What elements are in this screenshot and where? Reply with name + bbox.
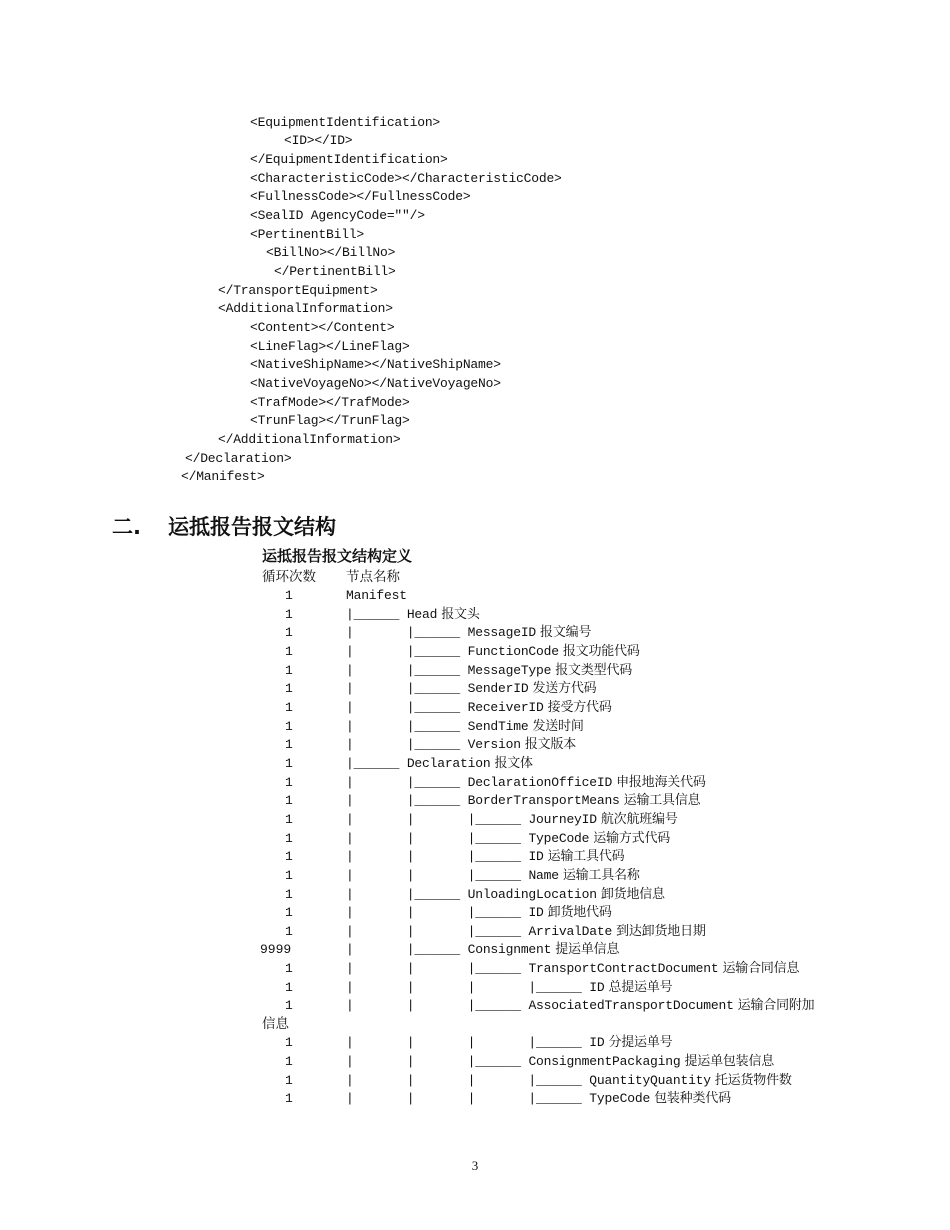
tree-row <box>346 755 533 773</box>
tree-branch: | | |______ <box>346 924 529 939</box>
node-description: 托运货物件数 <box>714 1073 792 1088</box>
tree-row-count: 9999 <box>260 942 292 957</box>
tree-row-count: 1 <box>285 1073 293 1088</box>
node-description: 接受方代码 <box>547 700 612 715</box>
node-description: 航次航班编号 <box>600 812 678 827</box>
node-description: 提运单包装信息 <box>684 1054 775 1069</box>
tree-row-count: 1 <box>285 831 293 846</box>
node-description: 运输工具代码 <box>547 849 625 864</box>
tree-row-count: 1 <box>285 812 293 827</box>
tree-row <box>346 643 640 661</box>
node-name: DeclarationOfficeID <box>467 775 613 790</box>
tree-row-count: 1 <box>285 719 293 734</box>
tree-row-count: 1 <box>285 700 293 715</box>
node-name: QuantityQuantity <box>589 1073 711 1088</box>
tree-row-count: 1 <box>285 849 293 864</box>
node-description: 提运单信息 <box>555 942 620 957</box>
xml-line: <TrafMode></TrafMode> <box>250 395 410 410</box>
tree-row-count: 1 <box>285 1091 293 1106</box>
node-name: Declaration <box>406 756 491 771</box>
tree-row <box>346 774 706 792</box>
xml-line: <Content></Content> <box>250 320 395 335</box>
tree-row <box>346 736 576 754</box>
tree-row <box>346 830 670 848</box>
tree-branch: | | | |______ <box>346 1091 590 1106</box>
tree-row <box>346 680 596 698</box>
node-name: MessageType <box>467 663 552 678</box>
node-description: 包装种类代码 <box>654 1091 731 1106</box>
node-description: 报文版本 <box>524 737 577 752</box>
node-description: 报文功能代码 <box>562 644 640 659</box>
node-description: 运输合同附加 <box>737 998 815 1013</box>
tree-branch: | |______ <box>346 737 468 752</box>
tree-row-count: 1 <box>285 607 293 622</box>
tree-row <box>346 867 640 885</box>
tree-row <box>346 624 591 642</box>
tree-row <box>346 662 632 680</box>
tree-row-count: 1 <box>285 681 293 696</box>
node-description: 申报地海关代码 <box>616 775 706 790</box>
tree-branch: |______ <box>346 756 407 771</box>
node-name: UnloadingLocation <box>467 887 597 902</box>
node-description: 发送时间 <box>532 719 584 734</box>
node-name: Head <box>406 607 438 622</box>
node-description: 发送方代码 <box>532 681 597 696</box>
node-description: 分提运单号 <box>608 1035 673 1050</box>
tree-row <box>346 718 584 736</box>
xml-line: <NativeVoyageNo></NativeVoyageNo> <box>250 376 501 391</box>
tree-branch: | | |______ <box>346 998 529 1013</box>
tree-row-count: 1 <box>285 644 293 659</box>
node-name: Version <box>467 737 521 752</box>
tree-branch: | | | |______ <box>346 1035 590 1050</box>
tree-row <box>346 960 799 978</box>
tree-branch: | | |______ <box>346 812 529 827</box>
xml-line: </TransportEquipment> <box>218 283 378 298</box>
xml-line: <FullnessCode></FullnessCode> <box>250 189 471 204</box>
node-name: TransportContractDocument <box>528 961 719 976</box>
xml-line: </PertinentBill> <box>274 264 396 279</box>
wrapped-text: 信息 <box>262 1016 289 1032</box>
node-name: ArrivalDate <box>528 924 613 939</box>
tree-branch: | |______ <box>346 700 468 715</box>
node-description: 报文体 <box>494 756 533 771</box>
tree-row-count: 1 <box>285 756 293 771</box>
node-description: 运输工具名称 <box>562 868 640 883</box>
node-name: TypeCode <box>528 831 590 846</box>
node-name: ID <box>528 905 544 920</box>
tree-row <box>346 941 619 959</box>
tree-row <box>346 1034 672 1052</box>
node-name: SendTime <box>467 719 529 734</box>
tree-row <box>346 811 678 829</box>
tree-branch: | |______ <box>346 887 468 902</box>
node-description: 报文编号 <box>540 625 592 640</box>
tree-row-count: 1 <box>285 961 293 976</box>
tree-row <box>346 1090 731 1108</box>
tree-row-count: 1 <box>285 737 293 752</box>
tree-branch: | | | |______ <box>346 1073 590 1088</box>
section-heading <box>112 512 336 542</box>
column-header-count: 循环次数 <box>262 569 316 585</box>
tree-branch: |______ <box>346 607 407 622</box>
tree-branch: | |______ <box>346 942 468 957</box>
xml-line: <EquipmentIdentification> <box>250 115 441 130</box>
tree-branch: | |______ <box>346 793 468 808</box>
tree-row-count: 1 <box>285 924 293 939</box>
tree-row-count: 1 <box>285 588 293 603</box>
tree-branch: | |______ <box>346 644 468 659</box>
tree-branch: | |______ <box>346 681 468 696</box>
node-description: 运输合同信息 <box>722 961 800 976</box>
section-title: 运抵报告报文结构 <box>168 515 336 539</box>
tree-row-count: 1 <box>285 1035 293 1050</box>
tree-row <box>346 606 480 624</box>
tree-row <box>346 699 612 717</box>
node-description: 到达卸货地日期 <box>616 924 706 939</box>
tree-row <box>346 1072 792 1090</box>
node-name: FunctionCode <box>467 644 559 659</box>
tree-branch: | | |______ <box>346 849 529 864</box>
xml-line: <BillNo></BillNo> <box>266 245 396 260</box>
node-description: 总提运单号 <box>608 980 673 995</box>
tree-row-count: 1 <box>285 868 293 883</box>
node-description: 报文头 <box>441 607 480 622</box>
xml-line: </EquipmentIdentification> <box>250 152 448 167</box>
tree-row-count: 1 <box>285 625 293 640</box>
node-description: 运输工具信息 <box>623 793 701 808</box>
tree-row <box>346 848 624 866</box>
node-name: ReceiverID <box>467 700 544 715</box>
tree-branch: | |______ <box>346 775 468 790</box>
node-name: Consignment <box>467 942 552 957</box>
xml-line: </Manifest> <box>181 469 265 484</box>
node-description: 运输方式代码 <box>593 831 671 846</box>
node-name: JourneyID <box>528 812 597 827</box>
tree-branch: | | |______ <box>346 1054 529 1069</box>
tree-row-count: 1 <box>285 887 293 902</box>
xml-line: <AdditionalInformation> <box>218 301 393 316</box>
node-name: ID <box>589 1035 605 1050</box>
tree-row <box>346 904 612 922</box>
tree-row-count: 1 <box>285 793 293 808</box>
node-name: BorderTransportMeans <box>467 793 620 808</box>
node-name: ID <box>528 849 544 864</box>
tree-branch: | |______ <box>346 663 468 678</box>
tree-row-count: 1 <box>285 998 293 1013</box>
xml-line: <CharacteristicCode></CharacteristicCode> <box>250 171 562 186</box>
xml-line: </Declaration> <box>185 451 292 466</box>
xml-line: <TrunFlag></TrunFlag> <box>250 413 410 428</box>
tree-row-count: 1 <box>285 905 293 920</box>
tree-branch: | | |______ <box>346 961 529 976</box>
node-name: Name <box>528 868 559 883</box>
xml-line: <ID></ID> <box>284 133 353 148</box>
tree-branch: | | |______ <box>346 831 529 846</box>
node-description: 报文类型代码 <box>555 663 633 678</box>
xml-line: <LineFlag></LineFlag> <box>250 339 410 354</box>
tree-branch: | | |______ <box>346 868 529 883</box>
tree-row <box>346 923 706 941</box>
node-name: Manifest <box>346 588 407 603</box>
tree-row <box>346 792 700 810</box>
node-name: AssociatedTransportDocument <box>528 998 734 1013</box>
tree-branch: | |______ <box>346 625 468 640</box>
node-name: SenderID <box>467 681 529 696</box>
tree-branch: | | | |______ <box>346 980 590 995</box>
xml-line: <SealID AgencyCode=""/> <box>250 208 425 223</box>
tree-branch: | | |______ <box>346 905 529 920</box>
node-name: ConsignmentPackaging <box>528 1054 681 1069</box>
xml-line: </AdditionalInformation> <box>218 432 401 447</box>
xml-line: <NativeShipName></NativeShipName> <box>250 357 501 372</box>
node-name: MessageID <box>467 625 537 640</box>
tree-row-count: 1 <box>285 980 293 995</box>
tree-row <box>346 997 814 1015</box>
node-description: 卸货地信息 <box>600 887 665 902</box>
structure-title: 运抵报告报文结构定义 <box>262 547 413 565</box>
node-name: ID <box>589 980 605 995</box>
section-number: 二. <box>112 515 141 539</box>
page-number: 3 <box>471 1158 479 1173</box>
node-name: TypeCode <box>589 1091 651 1106</box>
tree-row <box>346 979 672 997</box>
tree-row-count: 1 <box>285 663 293 678</box>
tree-branch: | |______ <box>346 719 468 734</box>
column-header-node: 节点名称 <box>346 569 400 585</box>
tree-row-count: 1 <box>285 1054 293 1069</box>
xml-line: <PertinentBill> <box>250 227 365 242</box>
tree-row <box>346 1053 774 1071</box>
tree-row <box>346 587 407 605</box>
tree-row-count: 1 <box>285 775 293 790</box>
tree-row <box>346 886 665 904</box>
node-description: 卸货地代码 <box>547 905 612 920</box>
